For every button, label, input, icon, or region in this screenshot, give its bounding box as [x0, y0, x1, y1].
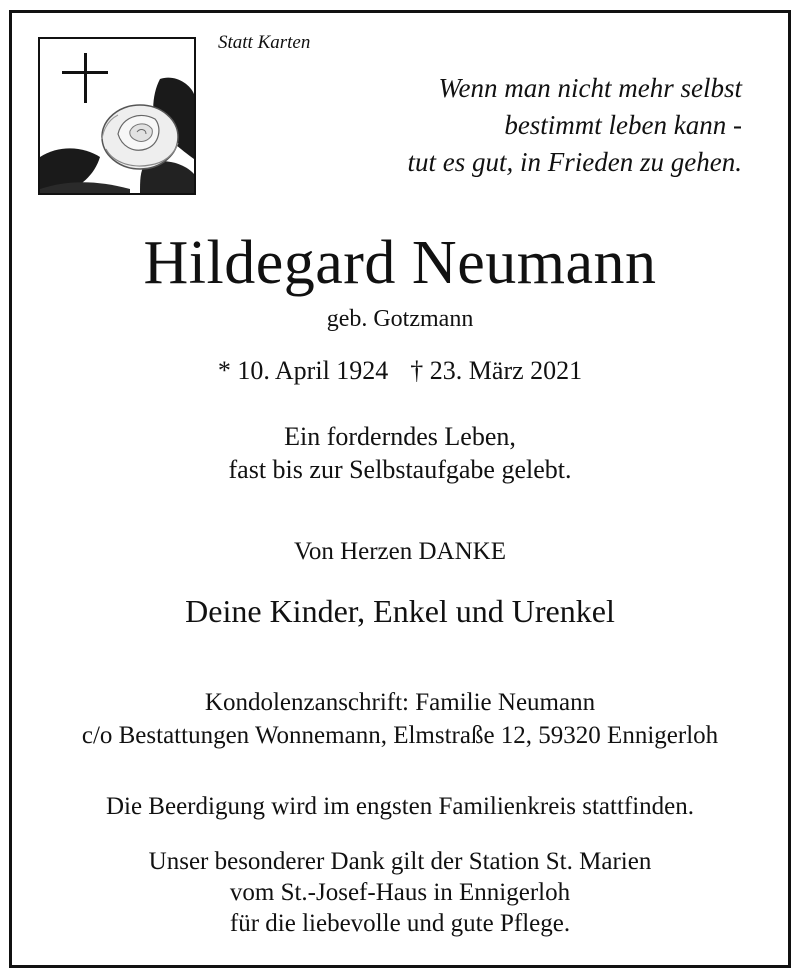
- thanks-note: [0, 846, 800, 939]
- quote-line: Ein forderndes Leben,: [284, 422, 516, 451]
- cross-and-rose-icon: [38, 37, 196, 195]
- thanks-line: vom St.-Josef-Haus in Ennigerloh: [229, 879, 571, 906]
- thanks-line: für die liebevolle und gute Pflege.: [229, 910, 571, 937]
- motto-line: tut es gut, in Frieden zu gehen.: [407, 147, 742, 177]
- condolence-address: [0, 686, 800, 752]
- thanks-line: Unser besonderer Dank gilt der Station St. Marien: [148, 848, 652, 875]
- deceased-name: Hildegard Neumann: [143, 229, 657, 297]
- life-dates: [0, 355, 800, 387]
- death-date: † 23. März 2021: [410, 356, 583, 385]
- motto-line: bestimmt leben kann -: [504, 110, 742, 140]
- life-quote: [0, 420, 800, 486]
- motto-verse: [322, 70, 742, 181]
- header-note: Statt Karten: [218, 32, 311, 53]
- maiden-name: geb. Gotzmann: [326, 306, 474, 332]
- address-line: c/o Bestattungen Wonnemann, Elmstraße 12, 59320 Ennigerloh: [81, 722, 719, 749]
- danke-line: Von Herzen DANKE: [294, 538, 506, 565]
- quote-line: fast bis zur Selbstaufgabe gelebt.: [228, 455, 572, 484]
- birth-date: * 10. April 1924: [217, 356, 389, 385]
- address-line: Kondolenzanschrift: Familie Neumann: [204, 689, 596, 716]
- family-signature: Deine Kinder, Enkel und Urenkel: [185, 593, 615, 629]
- motto-line: Wenn man nicht mehr selbst: [438, 73, 742, 103]
- funeral-note: Die Beerdigung wird im engsten Familienkreis stattfinden.: [105, 793, 695, 820]
